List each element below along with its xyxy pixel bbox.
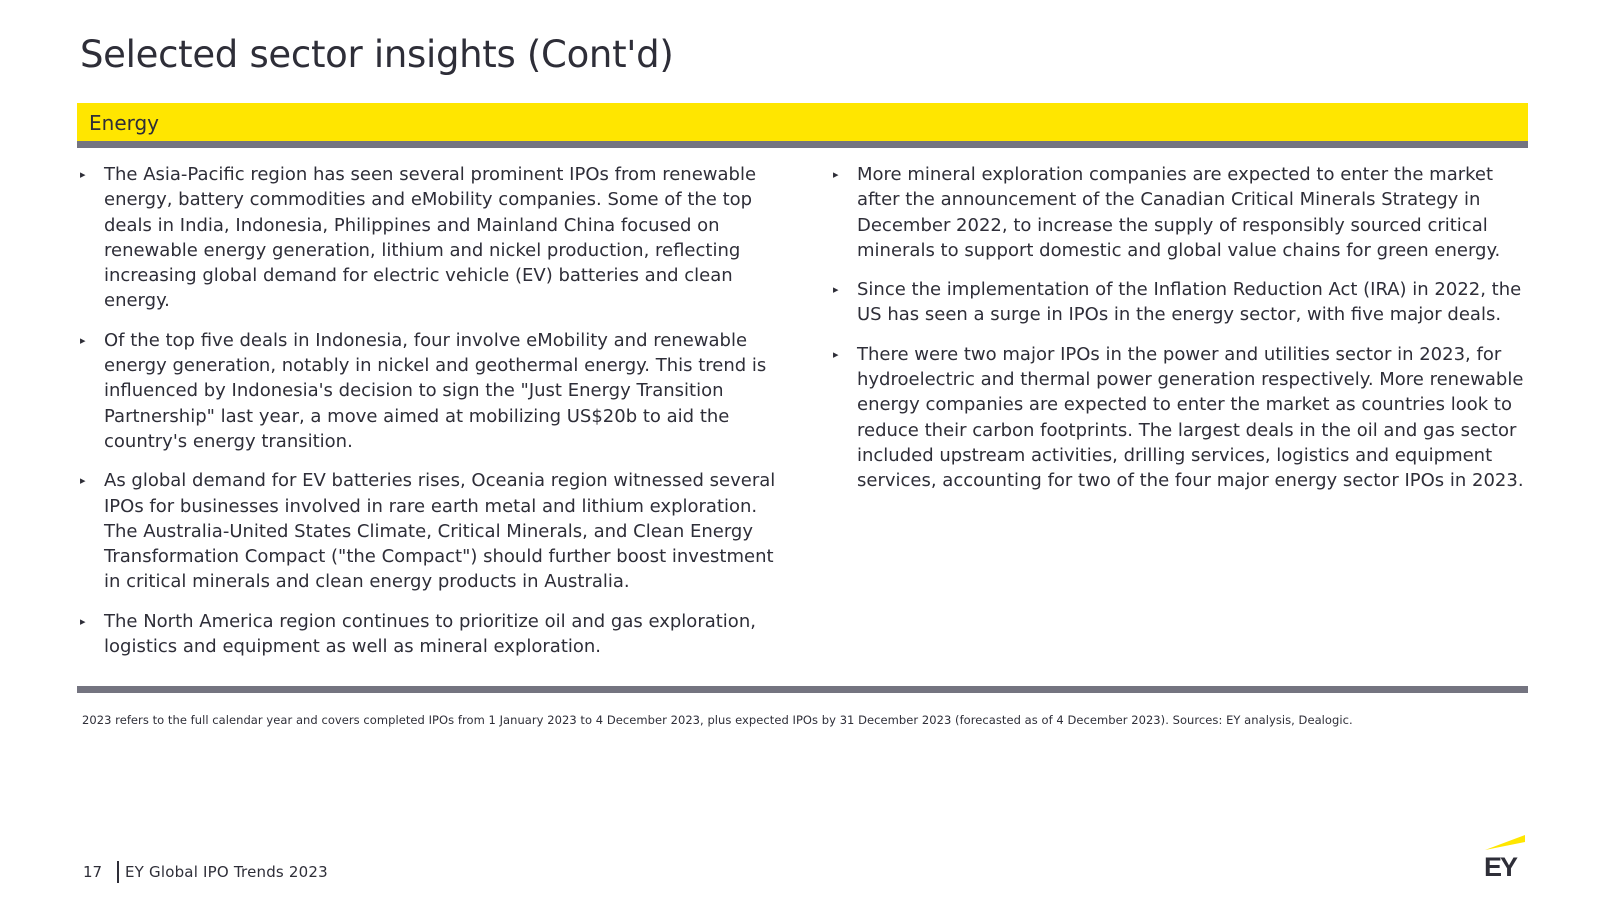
- bullet-item: [830, 342, 1530, 494]
- footnote: 2023 refers to the full calendar year and covers completed IPOs from 1 January 2023 to 4 December 2023, plus expected IPOs by 31 December 2023 (forecasted as of 4 December 2023). Sources: EY analysis, Dealogic.: [82, 713, 1353, 727]
- footer-report-title: EY Global IPO Trends 2023: [125, 863, 328, 881]
- left-column: [77, 162, 787, 673]
- footer-divider: [117, 861, 119, 883]
- logo-text: EY: [1484, 852, 1517, 879]
- bullet-marker-icon: ▸: [80, 474, 86, 488]
- sector-header-band: [77, 103, 1528, 141]
- bullet-marker-icon: ▸: [80, 333, 86, 347]
- bullet-text: Since the implementation of the Inflation Reduction Act (IRA) in 2022, the US has seen a surge in IPOs in the energy sector, with five major deals.: [857, 279, 1522, 326]
- sector-header-rule: [77, 141, 1528, 148]
- bullet-item: [77, 328, 787, 454]
- bullet-marker-icon: ▸: [80, 614, 86, 628]
- bullet-item: [77, 609, 787, 660]
- right-column: [830, 162, 1530, 508]
- bullet-item: [77, 162, 787, 314]
- bullet-text: The North America region continues to prioritize oil and gas exploration, logistics and equipment as well as mineral exploration.: [104, 610, 756, 658]
- bullet-marker-icon: ▸: [833, 168, 839, 181]
- bullet-marker-icon: ▸: [833, 347, 839, 361]
- bullet-text: The Asia-Pacific region has seen several prominent IPOs from renewable energy, battery commodities and eMobility companies. Some of the top deals in India, Indonesia, Philippines and Mainland China focused on renewable energy generation, lithium and nickel production, reflecting increasing global demand for electric vehicle (EV) batteries and clean energy.: [104, 164, 757, 312]
- bullet-marker-icon: ▸: [80, 168, 86, 181]
- bullet-text: As global demand for EV batteries rises, Oceania region witnessed several IPOs for businesses involved in rare earth metal and lithium exploration. The Australia-United States Climate, Critical Minerals, and Clean Energy Transformation Compact ("the Compact") should further boost investment in critical minerals and clean energy products in Australia.: [104, 470, 776, 593]
- page-number: 17: [83, 863, 103, 881]
- bullet-text: Of the top five deals in Indonesia, four involve eMobility and renewable energy generation, notably in nickel and geothermal energy. This trend is influenced by Indonesia's decision to sign the "Just Energy Transition Partnership" last year, a move aimed at mobilizing US$20b to aid the country's energy transition.: [104, 329, 767, 452]
- bullet-item: [830, 162, 1530, 263]
- bullet-marker-icon: ▸: [833, 283, 839, 297]
- content-bottom-rule: [77, 686, 1528, 693]
- ey-logo-icon: [1483, 835, 1527, 879]
- page-title: Selected sector insights (Cont'd): [80, 33, 674, 76]
- bullet-text: There were two major IPOs in the power and utilities sector in 2023, for hydroelectric and thermal power generation respectively. More renewable energy companies are expected to enter the market as countries look to reduce their carbon footprints. The largest deals in the oil and gas sector included upstream activities, drilling services, logistics and equipment services, accounting for two of the four major energy sector IPOs in 2023.: [857, 343, 1524, 492]
- bullet-text: More mineral exploration companies are expected to enter the market after the announcement of the Canadian Critical Minerals Strategy in December 2022, to increase the supply of responsibly sourced critical minerals to support domestic and global value chains for green energy.: [857, 164, 1501, 261]
- bullet-item: [77, 468, 787, 594]
- bullet-item: [830, 277, 1530, 328]
- sector-label: Energy: [89, 111, 160, 135]
